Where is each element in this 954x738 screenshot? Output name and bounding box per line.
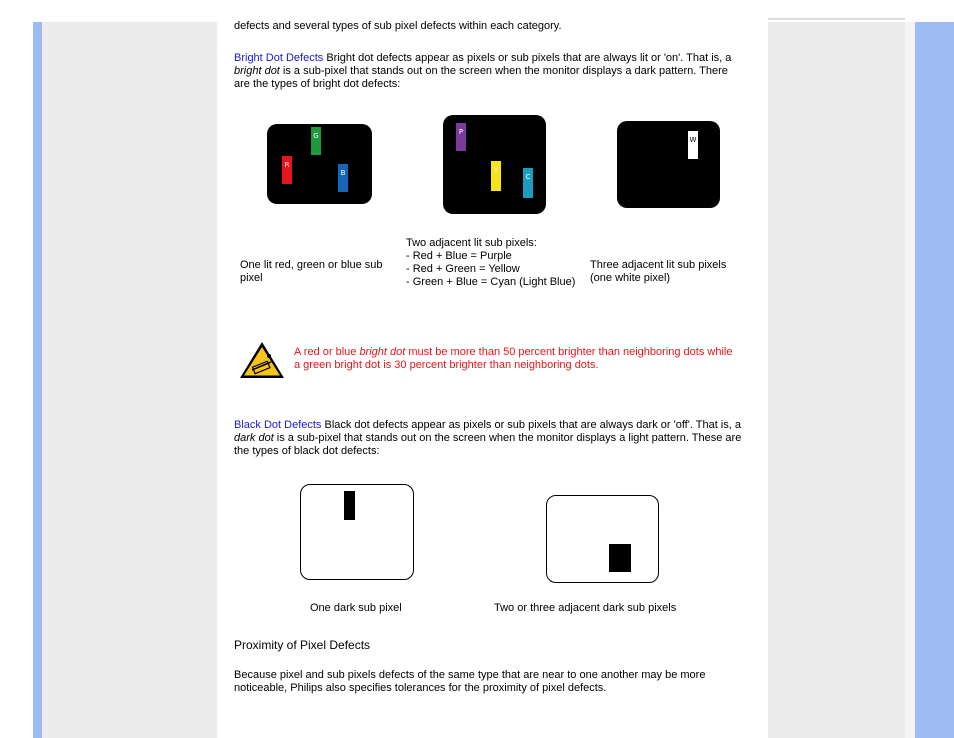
- bright-dot-link[interactable]: Bright Dot Defects: [234, 52, 324, 64]
- bright-dot-paragraph: Bright Dot Defects Bright dot defects appear as pixels or sub pixels that are always lit or 'on'. That is, a bright dot is a sub-pixel that stands out on the screen when the monitor displays a dark pattern. There are the types of bright dot defects:: [234, 52, 732, 90]
- left-side-strip: [33, 22, 42, 738]
- bright-dot-screen-single: [267, 124, 372, 204]
- caption-single-subpixel: One lit red, green or blue sub pixel: [240, 259, 383, 284]
- blue-subpixel: B: [338, 164, 348, 192]
- black-dot-paragraph: Black Dot Defects Black dot defects appear as pixels or sub pixels that are always dark or 'off'. That is, a dark dot is a sub-pixel that stands out on the screen when the monitor displays a light pattern. These are the types of black dot defects:: [234, 419, 742, 457]
- left-gutter: [42, 22, 217, 738]
- green-subpixel: G: [311, 127, 321, 155]
- caption-one-dark: One dark sub pixel: [310, 602, 402, 614]
- purple-subpixel: P: [456, 123, 466, 151]
- caption-two-subpixels: Two adjacent lit sub pixels: - Red + Blue = Purple - Red + Green = Yellow - Green + Blue = Cyan (Light Blue): [406, 237, 576, 288]
- bright-dot-screen-white: [617, 121, 720, 208]
- right-side-strip: [915, 22, 954, 738]
- caption-three-subpixels: Three adjacent lit sub pixels (one white pixel): [590, 259, 727, 284]
- dark-subpixels-adjacent: [609, 544, 631, 572]
- proximity-heading: Proximity of Pixel Defects: [234, 638, 371, 652]
- black-dot-link[interactable]: Black Dot Defects: [234, 419, 322, 431]
- cyan-subpixel: C: [523, 168, 533, 198]
- warning-text: A red or blue bright dot must be more than 50 percent brighter than neighboring dots while a green bright dot is 30 percent brighter than neighboring dots.: [294, 346, 733, 371]
- intro-text: defects and several types of sub pixel defects within each category.: [234, 20, 562, 32]
- dark-dot-screen-single: [300, 484, 414, 580]
- right-divider: [905, 22, 915, 738]
- dark-subpixel: [344, 491, 355, 520]
- white-pixel: W: [688, 131, 698, 159]
- warning-triangle-icon: [238, 340, 286, 380]
- proximity-text: Because pixel and sub pixels defects of the same type that are near to one another may be more noticeable, Philips also specifies tolerances for the proximity of pixel defects.: [234, 669, 706, 694]
- caption-adjacent-dark: Two or three adjacent dark sub pixels: [494, 602, 677, 614]
- yellow-subpixel: Y: [491, 161, 501, 191]
- dark-dot-screen-adjacent: [546, 495, 659, 583]
- right-gutter: [768, 22, 905, 738]
- bright-dot-screen-two: [443, 115, 546, 214]
- red-subpixel: R: [282, 156, 292, 184]
- top-line: [768, 18, 905, 20]
